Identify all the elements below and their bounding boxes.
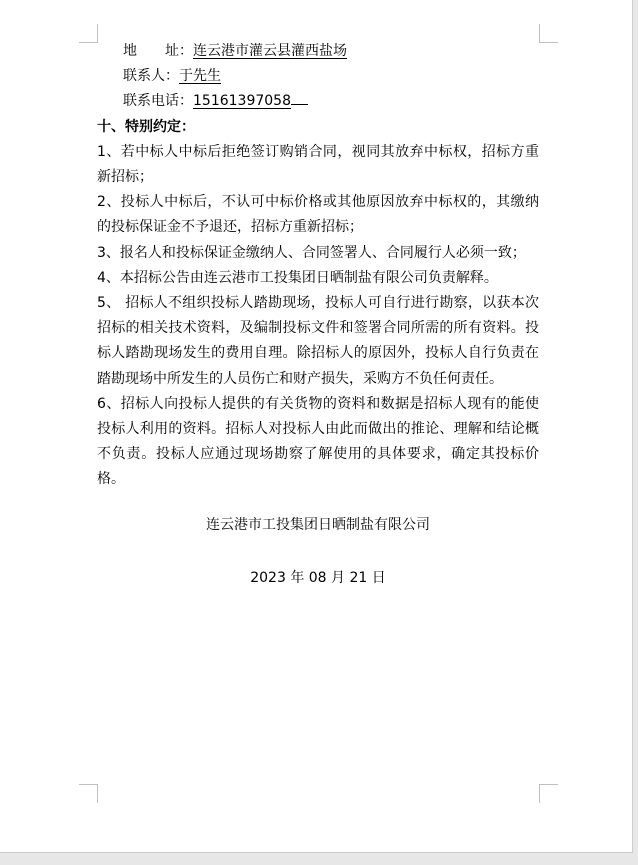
signature-date: 2023 年 08 月 21 日 — [250, 569, 386, 586]
document-body — [97, 39, 539, 591]
provision-item-5: 5、 招标人不组织投标人踏勘现场，投标人可自行进行勘察，以获本次招标的相关技术资料，及编制投标文件和签署合同所需的所有资料。投标人踏勘现场发生的费用自理。除招标人的原因外，投标人自行负责在踏勘现场中所发生的人员伤亡和财产损失，采购方不负任何责任。 — [97, 295, 539, 387]
phone-value: 15161397058 — [193, 93, 291, 110]
provision-item-2: 2、投标人中标后，不认可中标价格或其他原因放弃中标权的，其缴纳的投标保证金不予退还，招标方重新招标； — [97, 194, 539, 236]
signature-block — [97, 513, 539, 591]
contact-person-label: 联系人： — [123, 68, 179, 85]
signature-company: 连云港市工投集团日晒制盐有限公司 — [206, 516, 430, 533]
phone-line — [123, 89, 539, 114]
contact-block — [97, 39, 539, 115]
crop-mark-top-left — [79, 24, 98, 43]
provision-item-1: 1、若中标人中标后拒绝签订购销合同，视同其放弃中标权，招标方重新招标； — [97, 143, 539, 186]
crop-mark-bottom-right — [539, 784, 558, 803]
crop-mark-top-right — [539, 24, 558, 43]
provision-item-3: 3、报名人和投标保证金缴纳人、合同签署人、合同履行人必须一致； — [97, 244, 526, 261]
contact-person-line — [123, 64, 539, 89]
provision-item-4: 4、本招标公告由连云港市工投集团日晒制盐有限公司负责解释。 — [97, 269, 498, 286]
address-value: 连云港市灌云县灌西盐场 — [193, 43, 347, 59]
address-label: 地 址： — [123, 43, 193, 59]
provision-item-6: 6、招标人向投标人提供的有关货物的资料和数据是招标人现有的能使投标人利用的资料。招标人对投标人由此而做出的推论、理解和结论概不负责。投标人应通过现场勘察了解使用的具体要求，确定其投标价格。 — [97, 395, 539, 488]
address-line — [123, 39, 539, 64]
phone-underline-tail — [291, 91, 308, 105]
special-provisions-heading: 十、特别约定： — [97, 118, 195, 135]
contact-person-value: 于先生 — [179, 68, 221, 85]
crop-mark-bottom-left — [79, 784, 98, 803]
phone-label: 联系电话： — [123, 93, 193, 110]
